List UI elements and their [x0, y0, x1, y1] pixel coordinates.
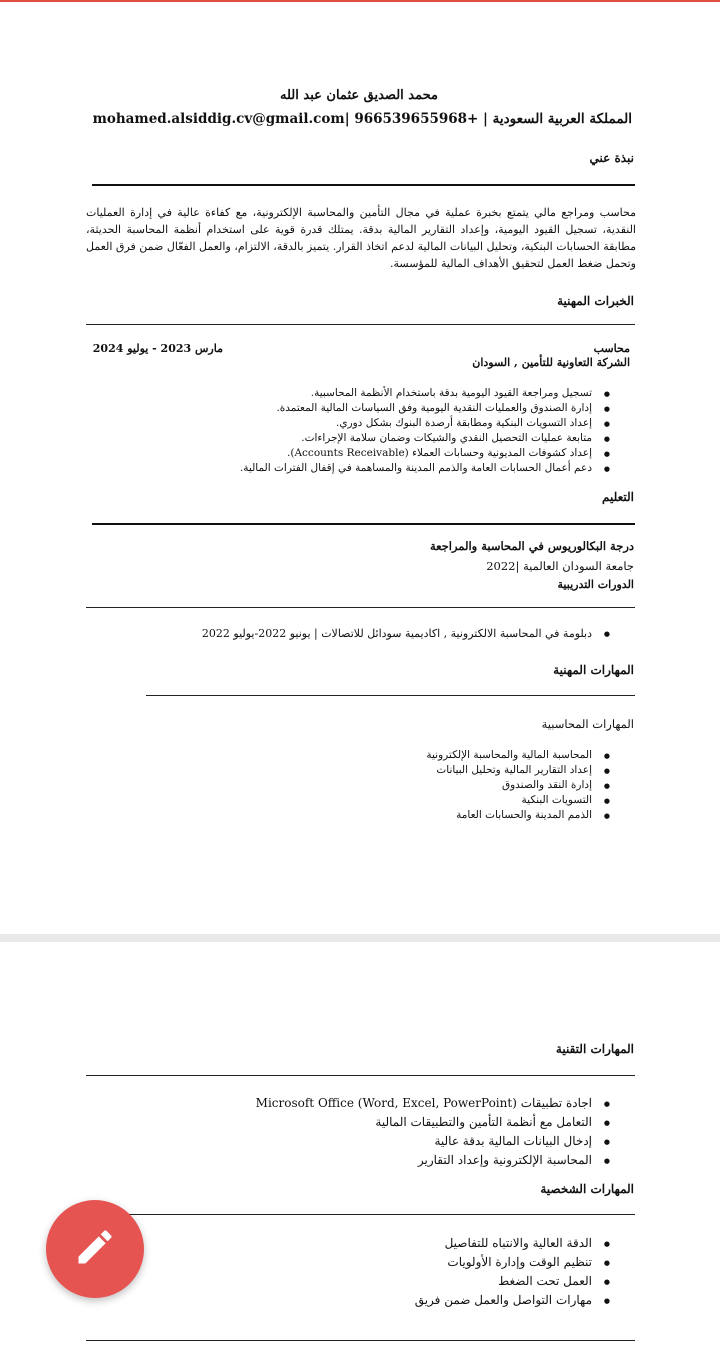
list-item: ● دعم أعمال الحسابات العامة والذمم المدينة والمساهمة في إقفال الفترات المالية. — [240, 461, 592, 476]
list-item: ● إدارة الصندوق والعمليات النقدية اليومية وفق السياسات المالية المعتمدة. — [240, 401, 592, 416]
pencil-icon — [73, 1225, 117, 1273]
experience-divider — [86, 324, 635, 325]
company-name: الشركة التعاونية للتأمين , السودان — [472, 356, 630, 369]
list-item: ● إعداد التسويات البنكية ومطابقة أرصدة البنوك بشكل دوري. — [240, 416, 592, 431]
list-item: ● دبلومة في المحاسبة الالكترونية , اكاديمية سودائل للاتصالات | يونيو 2022-يوليو 2022 — [202, 624, 592, 643]
about-text: محاسب ومراجع مالي يتمتع بخبرة عملية في مجال التأمين والمحاسبة الإلكترونية، مع كفاءة عالية في إدارة العمليات النقدية، تسجيل القيود اليومية، وإعداد التقارير المالية بدقة. يمتلك قدرة قوية على استخدام أنظمة المحاسبة الحديثة، مطابقة الحسابات البنكية، وتحليل البيانات المالية لدعم اتخاذ القرار. يتميز بالدقة، الالتزام، والعمل الفعّال ضمن فرق العمل وتحمل ضغط العمل لتحقيق الأهداف المالية للمؤسسة. — [86, 206, 636, 270]
list-item: ● إعداد كشوفات المديونية وحسابات العملاء (Accounts Receivable). — [240, 446, 592, 461]
about-heading: نبذة عني — [589, 151, 634, 165]
personal-skills-list — [415, 1234, 610, 1310]
courses-heading: الدورات التدريبية — [557, 578, 634, 591]
university-line: جامعة السودان العالمية |2022 — [486, 559, 634, 573]
experience-heading: الخبرات المهنية — [557, 294, 634, 308]
document-page-1 — [0, 2, 720, 934]
list-item: ● إدخال البيانات المالية بدقة عالية — [256, 1132, 592, 1151]
technical-skills-divider — [86, 1075, 635, 1076]
job-period: مارس 2023 - يوليو 2024 — [92, 342, 223, 355]
personal-skills-heading: المهارات الشخصية — [540, 1182, 634, 1196]
professional-skills-heading: المهارات المهنية — [553, 663, 634, 677]
list-item: ● المحاسبة المالية والمحاسبة الإلكترونية — [426, 748, 592, 763]
list-item: ● الدقة العالية والانتباه للتفاصيل — [415, 1234, 592, 1253]
about-divider — [92, 184, 635, 186]
contact-line: المملكة العربية السعودية | +966539655968 |mohamed.alsiddig.cv@gmail.com — [92, 111, 632, 127]
accounting-skills-list — [426, 748, 610, 823]
education-divider — [92, 523, 635, 525]
list-item: ● تسجيل ومراجعة القيود اليومية بدقة باستخدام الأنظمة المحاسبية. — [240, 386, 592, 401]
list-item: ● إعداد التقارير المالية وتحليل البيانات — [426, 763, 592, 778]
accounting-skills-subheading: المهارات المحاسبية — [541, 717, 634, 731]
candidate-name: محمد الصديق عثمان عبد الله — [280, 88, 438, 103]
courses-list — [202, 624, 610, 643]
list-item: ● مهارات التواصل والعمل ضمن فريق — [415, 1291, 592, 1310]
education-heading: التعليم — [602, 490, 634, 504]
page-bottom-divider — [86, 1340, 635, 1341]
courses-divider — [86, 607, 635, 608]
professional-skills-divider — [146, 695, 635, 696]
list-item: ● التعامل مع أنظمة التأمين والتطبيقات المالية — [256, 1113, 592, 1132]
experience-duties-list — [240, 386, 610, 476]
degree-title: درجة البكالوريوس في المحاسبة والمراجعة — [429, 539, 634, 553]
list-item: ● اجادة تطبيقات Microsoft Office (Word, Excel, PowerPoint) — [256, 1094, 592, 1113]
list-item: ● متابعة عمليات التحصيل النقدي والشيكات وضمان سلامة الإجراءات. — [240, 431, 592, 446]
edit-button[interactable] — [46, 1200, 144, 1298]
list-item: ● تنظيم الوقت وإدارة الأولويات — [415, 1253, 592, 1272]
list-item: ● التسويات البنكية — [426, 793, 592, 808]
list-item: ● إدارة النقد والصندوق — [426, 778, 592, 793]
technical-skills-heading: المهارات التقنية — [555, 1042, 634, 1056]
list-item: ● العمل تحت الضغط — [415, 1272, 592, 1291]
job-title: محاسب — [593, 342, 630, 355]
personal-skills-divider — [86, 1214, 635, 1215]
technical-skills-list — [256, 1094, 610, 1170]
list-item: ● الذمم المدينة والحسابات العامة — [426, 808, 592, 823]
list-item: ● المحاسبة الإلكترونية وإعداد التقارير — [256, 1151, 592, 1170]
